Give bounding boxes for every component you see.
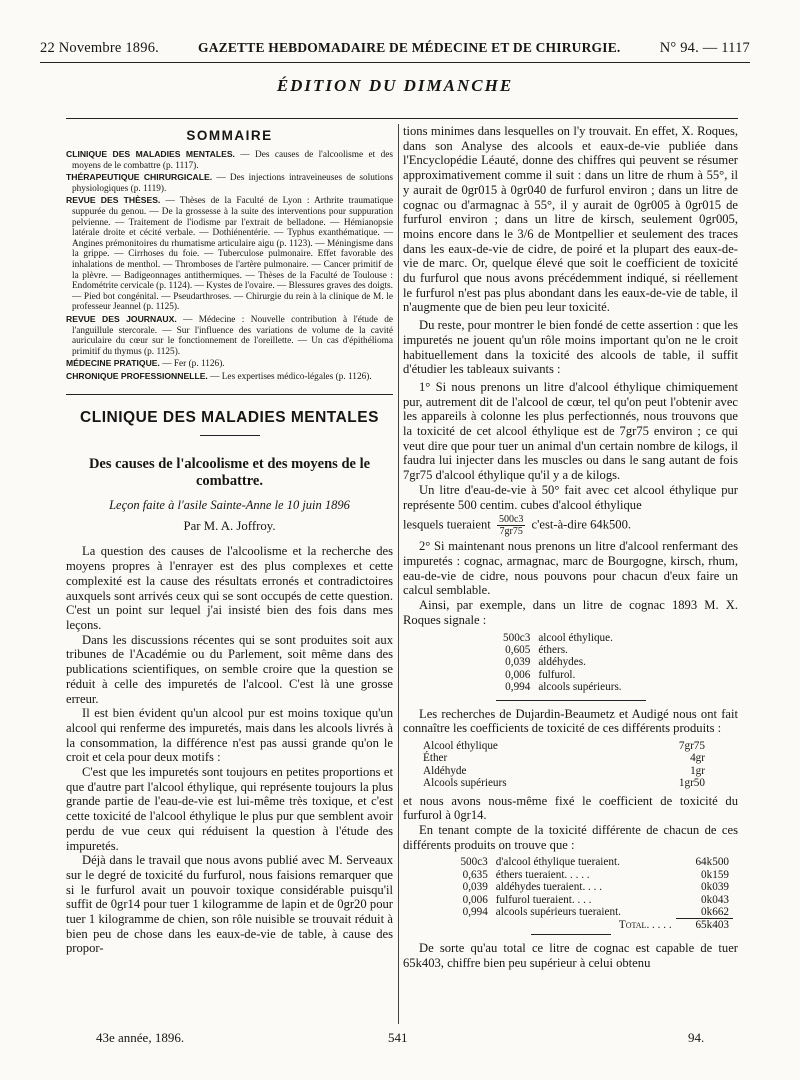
sommaire-entry [66,195,393,313]
lethal-dose-table [443,856,733,931]
table-cell: alcools supérieurs. [538,681,622,694]
paragraph: La question des causes de l'alcoolisme et la recherche des moyens propres à l'enrayer est des plus complexes et cette complexité est la cause des résultats erronés et contradictoires auxquels sont arrivés ceux qui se sont occupés de cette question. C'est un point sur lequel j'ai insisté bien des fois dans mes leçons. [66,544,393,632]
table-cell: 0k043 [701,893,729,906]
sommaire-entry-head: CLINIQUE DES MALADIES MENTALES. [66,149,235,159]
table-cell: 0,994 [505,681,531,694]
column-divider [398,124,399,1024]
table-cell: 0,635 [462,868,488,881]
sommaire-entry-text: — Des causes de l'alcoolisme et des moyens de le combattre (p. 1117). [72,150,393,171]
paragraph: tions minimes dans lesquelles on l'y trouvait. En effet, X. Roques, dans son Analyse des alcools et eaux-de-vie publiée dans l'Encyclopédie Léauté, donne des chiffres qui peuvent se résumer approximativement comme il suit : dans un litre de rhum à 55°, il y aurait de 0gr015 à 0gr040 de furfurol environ ; dans un litre de cognac ou d'armagnac à 55°, il y aurait de 0gr005 à 0gr015 de furfurol environ ; dans un litre de kirsch, seulement 0gr005, moins encore dans le 3/6 de Montpellier et seulement des traces dans les eaux-de-vie de cidre, de poiré et la plupart des eaux-de-vie de marc. Or, quelque élevé que soit le coefficient de toxicité du furfurol que nous avons précédemment indiqué, si réellement le furfurol n'est pas plus abondant dans les eaux-de-vie de table, il n'augmente que de bien peu leur toxicité. [403,124,738,315]
table-cell: 0,006 [462,893,488,906]
sommaire-entry-head: THÉRAPEUTIQUE CHIRURGICALE. [66,172,213,183]
table-total-row [443,919,733,932]
table-row [443,869,733,881]
table-cell: Éther [423,752,448,765]
total-label: Total. . . . . [618,919,672,932]
table-row [443,906,733,919]
lecture-note: Leçon faite à l'asile Sainte-Anne le 10 juin 1896 [109,498,350,513]
table-row [419,740,709,752]
table-cell: 0k662 [676,906,733,919]
table-cell: aldéhydes tueraient. . . . [495,881,603,894]
sommaire-entry-head: REVUE DES THÈSES. [66,195,161,206]
toxicity-coefficients-table [419,740,709,790]
table-row [499,656,626,668]
sommaire-entry [66,172,393,194]
table-separator [531,934,611,935]
sommaire-title: SOMMAIRE [186,128,273,143]
table-cell: 1gr50 [678,777,705,790]
table-cell: d'alcool éthylique tueraient. [495,856,620,869]
sommaire-entry-text: — Des injections intraveineuses de solutions physiologiques (p. 1119). [72,173,393,194]
table-cell [443,919,492,932]
paragraph: Il est bien évident qu'un alcool pur est moins toxique qu'un alcool qui renferme des impuretés, mais dans les alcools livrés à la consommation, la différence n'est pas aussi grande qu'on le croit et cela pour deux motifs : [66,706,393,765]
table-cell: 500c3 [460,856,488,869]
table-row [499,681,626,693]
table-row [443,894,733,906]
footer-page-number: 94. [688,1030,705,1045]
table-cell: fulfurol tueraient. . . . [495,893,592,906]
table-row [419,777,709,789]
paragraph: De sorte qu'au total ce litre de cognac est capable de tuer 65k403, chiffre bien peu supérieur à celui obtenu [403,940,738,970]
footer-sheet-number: 541 [388,1030,408,1045]
table-row [419,752,709,764]
total-value: 65k403 [695,919,729,932]
table-cell: Aldéhyde [423,764,467,777]
sommaire-entry-text: — Thèses de la Faculté de Lyon : Arthrite traumatique suppurée du genou. — De la grossesse à la suite des interventions pour suppuration pelvienne. — Traitement de l'iodisme par l'extrait de belladone. — Hémianopsie latérale droite et cécité verbale. — Dothiénentérie. — Typhus exanthématique. — Angines prémonitoires du rhumatisme articulaire aigu (p. 1123). — Méningisme dans la grippe. — Cirrhoses du foie. — Tuberculose pulmonaire. Effet favorable des inhalations de menthol. — Thromboses de l'artère pulmonaire. — Cancer primitif de la plèvre. — Badigeonnages antithermiques. — Thèses de la Faculté de Toulouse : Endométrite cervicale (p. 1124). — Kystes de l'ovaire. — Blessures graves des doigts. — Pied bot congénital. — Pseudarthroses. — Chirurgie du rein à la clinique de M. le professeur Jeannel (p. 1125). [72,196,393,313]
sommaire-entry [66,149,393,171]
table-cell: alcools supérieurs tueraient. [495,906,621,919]
table-row [499,644,626,656]
table-separator [496,700,646,701]
article-author: Par M. A. Joffroy. [183,519,276,534]
sommaire-entry-text: — Les expertises médico-légales (p. 1126). [207,371,372,382]
edition-rule [66,118,738,119]
section-short-rule [200,435,260,436]
sommaire-entry [66,358,393,370]
table-cell: Alcools supérieurs [423,777,507,790]
table-cell: éthers. [538,643,568,656]
paragraph: Déjà dans le travail que nous avons publié avec M. Serveaux sur le degré de toxicité du furfurol, nous faisions remarquer que si le furfurol avait un pouvoir toxique considérable puisqu'il suffit de 0gr14 pour tuer 1 kilogramme de lapin et de 0gr20 pour tuer 1 kilogramme de chien, son rôle nuisible se trouvait réduit à bien peu de chose dans les eaux-de-vie de table, à cause des propor- [66,853,393,956]
table-cell: Alcool éthylique [423,739,498,752]
page-reference: N° 94. — 1117 [659,40,750,56]
fraction-trail-text: c'est-à-dire 64k500. [531,517,632,532]
left-column [66,124,393,956]
sommaire-entry [66,371,393,383]
table-cell: 0,039 [462,881,488,894]
paragraph: C'est que les impuretés sont toujours en petites proportions et que d'autre part l'alcool éthylique, qui représente toujours la plus grande partie de l'eau-de-vie est lui-même très toxique, et c'est cette toxicité de l'alcool éthylique le plus pur que semblent avoir perdu de vue ceux qui réduisent la question à l'étude des impuretés. [66,765,393,853]
table-cell: 7gr75 [678,739,705,752]
table-cell: 0,605 [505,643,531,656]
edition-banner: ÉDITION DU DIMANCHE [276,76,514,95]
sommaire-entry-text: — Médecine : Nouvelle contribution à l'étude de l'anguillule stercorale. — Sur l'influence des variations de volume de la cavité auriculaire du cœur sur le fonctionnement de l'oreillette. — Un cas d'épithélioma primitif du thymus (p. 1125). [72,314,393,357]
table-row [419,765,709,777]
sommaire-entry-head: MÉDECINE PRATIQUE. [66,358,160,369]
paragraph: Du reste, pour montrer le bien fondé de cette assertion : que les impuretés ne jouent qu'un rôle moins important qu'on ne le croit habituellement dans la toxicité des alcools de table, il suffit d'étudier les tableaux suivants : [403,318,738,377]
section-rule [66,394,393,395]
sommaire-entry-head: REVUE DES JOURNAUX. [66,313,177,324]
footer-year: 43e année, 1896. [96,1030,185,1045]
table-cell: 0k159 [701,868,729,881]
sommaire-entry-text: — Fer (p. 1126). [159,359,225,370]
sommaire-list [66,149,393,382]
journal-title: GAZETTE HEBDOMADAIRE DE MÉDECINE ET DE CHIRURGIE. [198,40,621,55]
table-cell: 0,994 [462,906,488,919]
paragraph: Dans les discussions récentes qui se sont produites soit aux tribunes de l'Académie ou du Parlement, soit même dans des publications scientifiques, on semble croire que la question se réduit à celle des impuretés de l'alcool. C'est là une grosse erreur. [66,632,393,706]
running-header [40,40,750,62]
paragraph: Ainsi, par exemple, dans un litre de cognac 1893 M. X. Roques signale : [403,598,738,627]
table-row [443,856,733,868]
paragraph: Un litre d'eau-de-vie à 50° fait avec cet alcool éthylique pur représente 500 centim. cubes d'alcool éthylique [403,482,738,512]
section-title: CLINIQUE DES MALADIES MENTALES [80,409,379,427]
sommaire-entry [66,314,393,357]
paragraph: et nous avons nous-même fixé le coefficient de toxicité du furfurol à 0gr14. [403,793,738,823]
paragraph: 1° Si nous prenons un litre d'alcool éthylique chimiquement pur, autrement dit de l'alcool de cœur, tel qu'on peut l'obtenir avec les appareils à colonne les plus perfectionnés, nous trouvons que la toxicité de cet alcool éthylique est de 7gr75 environ ; ce qui veut dire que pour tuer un animal d'un certain nombre de kilogs, il faudra lui injecter dans les muscles ou dans le sang autant de fois 7gr75 d'alcool éthylique qu'il y a de kilogs. [403,379,738,483]
fraction-lead-text: lesquels tueraient [403,517,491,532]
paragraph: En tenant compte de la toxicité différente de chacun de ces différents produits on trouve que : [403,822,738,852]
fraction-numerator: 500c3 [498,514,524,526]
table-row [499,669,626,681]
table-cell: 0k039 [701,881,729,894]
fraction [497,514,525,537]
header-rule [40,62,750,63]
table-cell: 0,006 [505,668,531,681]
table-row [499,632,626,644]
table-cell: 64k500 [695,856,729,869]
table-cell: éthers tueraient. . . . . [495,868,590,881]
paragraph: 2° Si maintenant nous prenons un litre d'alcool renfermant des impuretés : cognac, armagnac, marc de Bourgogne, kirsch, rhum, eau-de-vie de cidre, nous pouvons pour chacun d'eux faire un calcul semblable. [403,539,738,598]
table-row [443,881,733,893]
composition-table [499,632,626,694]
table-cell: aldéhydes. [538,656,586,669]
table-cell: fulfurol. [538,668,576,681]
paragraph-fraction-line [403,514,738,537]
table-cell: alcool éthylique. [538,631,613,644]
paragraph: Les recherches de Dujardin-Beaumetz et Audigé nous ont fait connaître les coefficients de toxicité de ces différents produits : [403,706,738,736]
table-cell: 0,039 [505,656,531,669]
right-column [403,124,738,970]
table-cell: 1gr [690,764,705,777]
sommaire-entry-head: CHRONIQUE PROFESSIONNELLE. [66,370,208,381]
table-cell: 4gr [690,752,705,765]
fraction-denominator: 7gr75 [499,526,523,538]
article-title: Des causes de l'alcoolisme et des moyens de le combattre. [88,456,371,490]
table-cell: 500c3 [503,631,531,644]
issue-date: 22 Novembre 1896. [40,40,159,56]
